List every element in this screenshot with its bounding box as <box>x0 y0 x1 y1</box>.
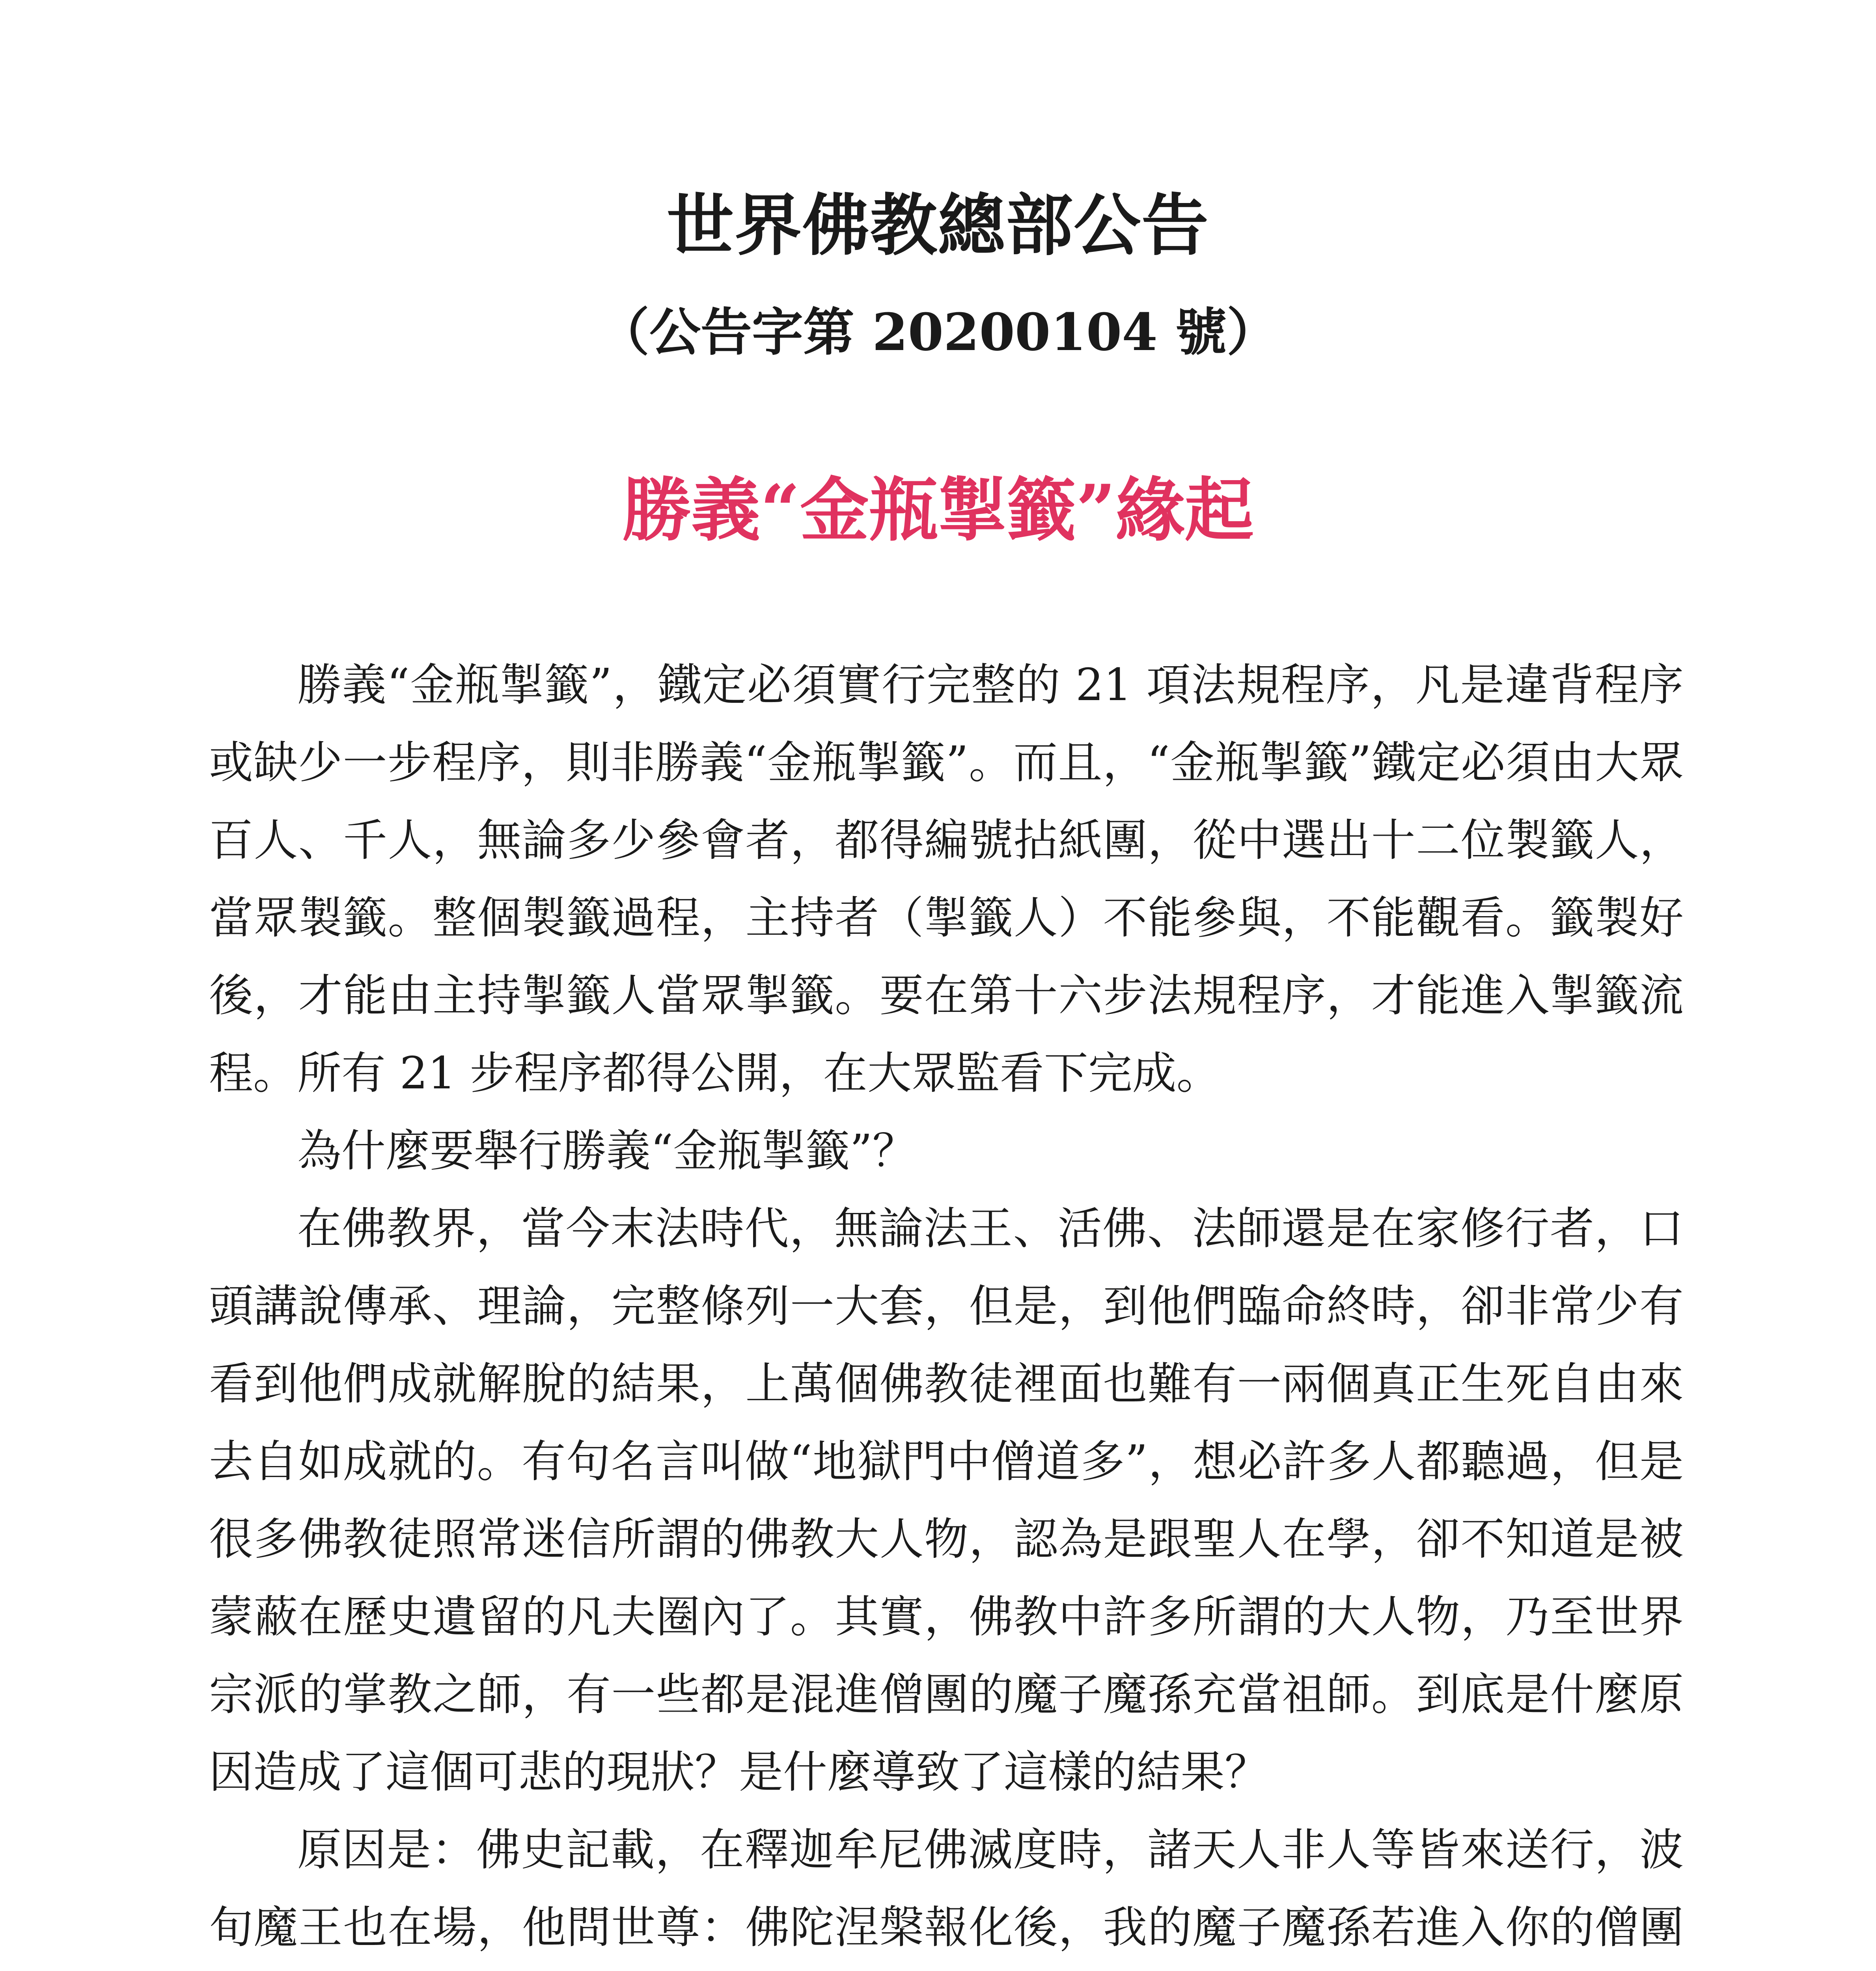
paragraph: 原因是：佛史記載，在釋迦牟尼佛滅度時，諸天人非人等皆來送行，波旬魔王也在場，他問世尊：佛陀涅槃報化後，我的魔子魔孫若進入你的僧團 <box>209 1824 1684 1953</box>
paragraph: 勝義“金瓶掣籤”，鐵定必須實行完整的 21 項法規程序，凡是違背程序或缺少一步程序，則非勝義“金瓶掣籤”。而且，“金瓶掣籤”鐵定必須由大眾百人、千人，無論多少參會者，都得編號拈紙團，從中選出十二位製籤人，當眾製籤。整個製籤過程，主持者（掣籤人）不能參與，不能觀看。籤製好後，才能由主持掣籤人當眾掣籤。要在第十六步法規程序，才能進入掣籤流程。所有 21 步程序都得公開，在大眾監看下完成。 <box>209 659 1684 1099</box>
section-heading: 勝義“金瓶掣籤”緣起 <box>622 470 1254 551</box>
paragraph: 為什麼要舉行勝義“金瓶掣籤”？ <box>297 1125 917 1177</box>
paragraph: 在佛教界，當今末法時代，無論法王、活佛、法師還是在家修行者，口頭講說傳承、理論，完整條列一大套，但是，到他們臨命終時，卻非常少有看到他們成就解脫的結果，上萬個佛教徒裡面也難有一兩個真正生死自由來去自如成就的。有句名言叫做“地獄門中僧道多”，想必許多人都聽過，但是很多佛教徒照常迷信所謂的佛教大人物，認為是跟聖人在學，卻不知道是被蒙蔽在歷史遺留的凡夫圈內了。其實，佛教中許多所謂的大人物，乃至世界宗派的掌教之師，有一些都是混進僧團的魔子魔孫充當祖師。到底是什麼原因造成了這個可悲的現狀？是什麼導致了這樣的結果？ <box>209 1203 1684 1798</box>
announcement-number: （公告字第 20200104 號） <box>598 302 1278 362</box>
document-title: 世界佛教總部公告 <box>666 186 1209 265</box>
document-body <box>209 646 1684 1971</box>
